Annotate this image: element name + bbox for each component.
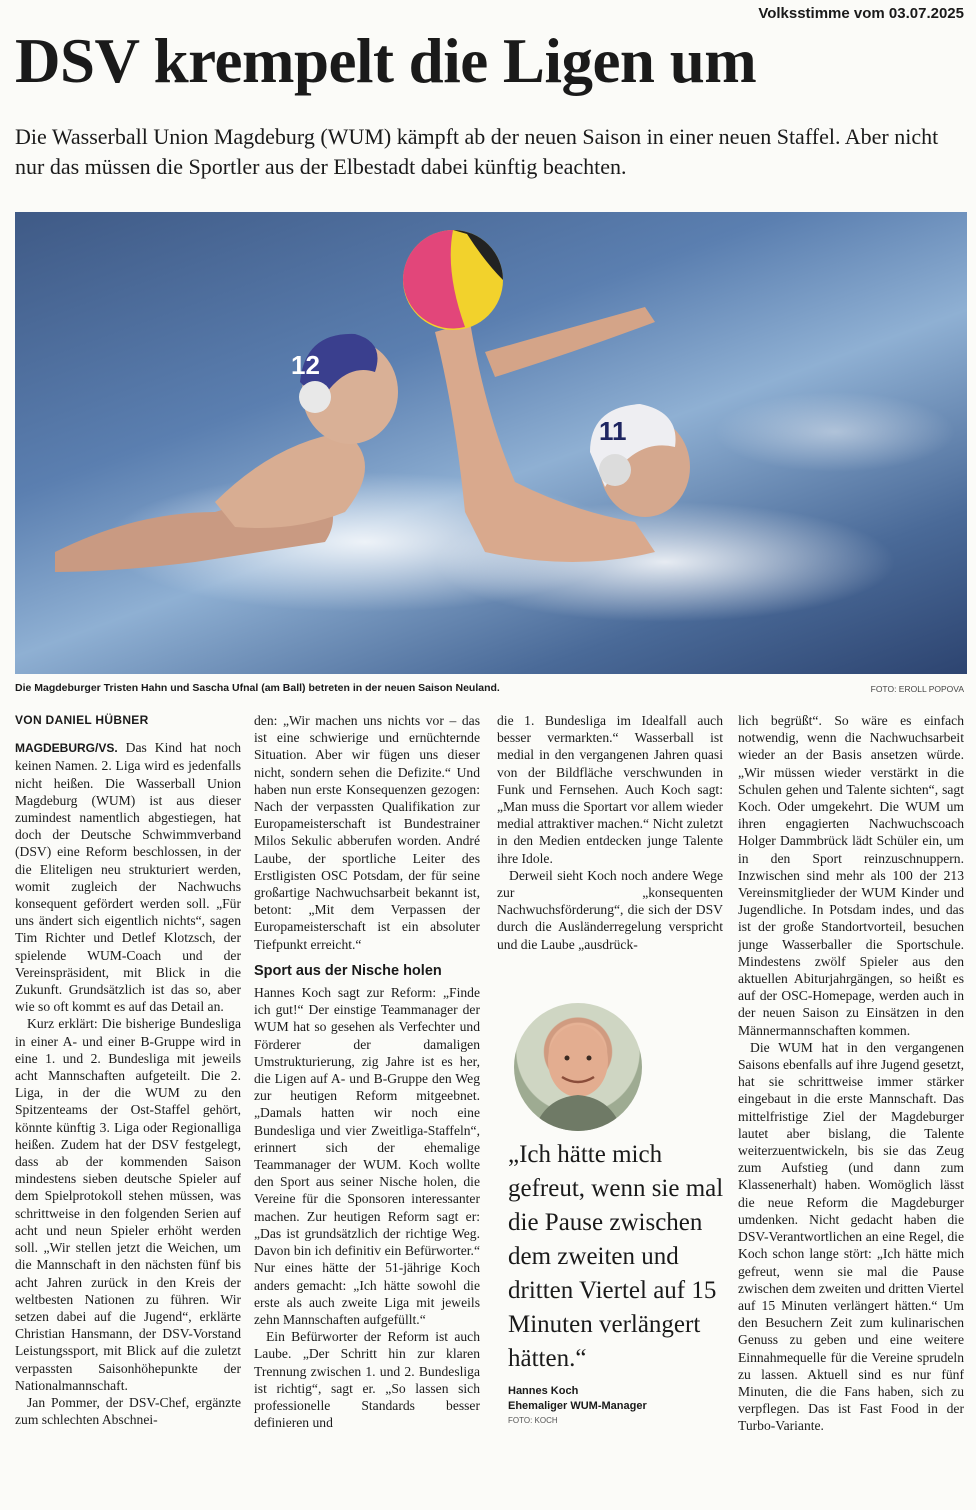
shirt <box>534 1095 622 1131</box>
quote-photo-credit: FOTO: KOCH <box>508 1416 558 1425</box>
paragraph: Ein Befürworter der Reform ist auch Laube. „Der Schritt hin zur klaren Trennung zwischen 1. und 2. Bundesliga ist richtig“, sagt er. „So lassen sich professionelle Standards besser definieren und <box>254 1329 480 1431</box>
article-column-2 <box>254 712 480 1507</box>
pull-quote <box>508 1138 734 1425</box>
quote-role: Ehemaliger WUM-Manager <box>508 1400 647 1412</box>
eye <box>565 1056 570 1061</box>
photo-credit: FOTO: EROLL POPOVA <box>870 684 964 694</box>
paragraph <box>15 739 241 1015</box>
quote-name: Hannes Koch <box>508 1385 579 1397</box>
player-right-ear-guard <box>599 454 631 486</box>
paragraph: den: „Wir machen uns nichts vor – das ist eine schwierige und ernüchternde Situation. Aber wir fügen uns dieser nicht, sondern sehen die Defizite.“ Und haben nun erste Konsequenzen gezogen: Nach der verpassten Qualifikation zur Europameisterschaft ist Bundestrainer Milos Sekulic abberufen worden. André Laube, der sportliche Leiter des Erstligisten OSC Potsdam, der für seine großartige Nachwuchsarbeit bekannt ist, betont: „Mit dem Verpassen der Europameisterschaft ist ein absoluter Tiefpunkt erreicht.“ <box>254 713 480 952</box>
byline: VON DANIEL HÜBNER <box>15 713 149 727</box>
quote-attribution <box>508 1384 734 1414</box>
article-column-3 <box>497 712 723 992</box>
paragraph: Jan Pommer, der DSV-Chef, ergänzte zum schlechten Abschnei- <box>15 1394 241 1428</box>
article-column-1 <box>15 712 241 1507</box>
paragraph: Kurz erklärt: Die bisherige Bundesliga in einer A- und einer B-Gruppe wird in eine 1. und 2. Bundesliga mit jeweils acht Mannschaften aufgeteilt. Die 2. Liga, in der die WUM zu den Spitzenteams der Ost-Staffel gehört, könnte künftig 3. Liga oder Regionalliga heißen. Zudem hat der DSV festgelegt, dass ab der kommenden Saison mindestens sieben deutsche Spieler auf dem Spielprotokoll stehen müssen, was schrittweise in den folgenden Serien auf acht und neun Spieler erhöht werden soll. „Wir stellen jetzt die Weichen, um die Mannschaft in den nächsten fünf bis acht Jahren zurück in den Kreis der weltbesten Nationen zu führen. Wir setzen dabei auf die Jugend“, erklärte Christian Hansmann, der DSV-Vorstand Leistungssport, mit Blick auf die zuletzt verpassten Saisonhöhepunkte der Nationalmannschaft. <box>15 1016 241 1393</box>
cap-number-right: 11 <box>599 416 627 446</box>
splash <box>715 392 955 472</box>
paragraph: Derweil sieht Koch noch andere Wege zur „konsequenten Nachwuchsförderung“, die sich der DSV durch die Ausländerregelung verspricht und die Laube „ausdrück- <box>497 867 723 952</box>
photo-illustration <box>15 212 967 674</box>
paragraph: Die WUM hat in den vergangenen Saisons ebenfalls auf ihre Jugend gesetzt, hat sie schrittweise immer stärker eingebaut in die erste Mannschaft. Das mittelfristige Ziel der Magdeburger lautet aber bislang, die Talente weiterzuentwickeln, bis sie das Zeug zum Aufstieg (und dann zum Klassenerhalt) haben. Womöglich lässt die neue Reform die Magdeburger umdenken. Nicht gedacht haben die DSV-Verantwortlichen an eine Regel, die Koch schon lange stört: „Ich hätte mich gefreut, wenn sie mal die Pause zwischen dem zweiten und dritten Viertel auf 15 Minuten verlängert hätten.“ Um den Besuchern Zeit zum kulinarischen Genuss zu geben und eine weitere Einnahmequelle für die Vereine sprudeln zu lassen. Aktuell sind es nur fünf Minuten, die die Fans haben, sich zu verpflegen. Das ist Fast Food in der Turbo-Variante. <box>738 1039 964 1434</box>
portrait-illustration <box>514 1003 642 1131</box>
paragraph-text: Das Kind hat noch keinen Namen. 2. Liga wird es jedenfalls nicht heißen. Die Wasserball Union Magdeburg (WUM) ist aus dieser zumindest namentlich abgestiegen, hat doch der Deutsche Schwimmverband (DSV) eine Reform beschlossen, in der die Eliteligen neu strukturiert werden, womit zugleich der Nachwuchs konsequent gefördert werden soll. „Für uns ändert sich eigentlich nichts“, sagen Tim Richter und Detlef Klotzsch, der spielende WUM-Coach und der Vereinspräsident, mit Blick in die Zukunft. Grundsätzlich ist das so, aber wie so oft kommt es auf das Detail an. <box>15 740 241 1015</box>
face <box>548 1025 608 1097</box>
dateline: MAGDEBURG/VS. <box>15 741 118 756</box>
eye <box>587 1056 592 1061</box>
article-column-4 <box>738 712 964 1507</box>
paragraph: Hannes Koch sagt zur Reform: „Finde ich gut!“ Der einstige Teammanager der WUM hat so gesehen als Verfechter und Förderer der damaligen Umstrukturierung, zig Jahre ist es her, die Ligen auf A- und B-Gruppe den Weg zur heutigen Reform mitgeebnet. „Damals hatten wir noch eine Bundesliga und vier Zweitliga-Staffeln“, erinnert sich der ehemalige Teammanager der WUM. Koch wollte den Sport aus seiner Nische holen, die Vereine für die Sponsoren interessanter machen. Zur heutigen Reform sagt er: „Das ist grundsätzlich der richtige Weg. Davon bin ich definitiv ein Befürworter.“ Nur eines hätte der 51-jährige Koch anders gemacht: „Ich hätte sowohl die erste als auch zweite Liga mit jeweils zehn Mannschaften aufgefüllt.“ <box>254 985 480 1327</box>
ball <box>403 230 503 330</box>
cap-number-left: 12 <box>291 350 320 380</box>
source-tag: Volksstimme vom 03.07.2025 <box>758 5 964 22</box>
koch-portrait <box>514 1003 642 1131</box>
headline: DSV krempelt die Ligen um <box>15 26 757 96</box>
subheading: Sport aus der Nische holen <box>254 962 442 979</box>
paragraph: die 1. Bundesliga im Idealfall auch besser vermarkten.“ Wasserball ist medial in den vergangenen Jahren quasi von der Bildfläche verschwunden in Funk und Fernsehen. Auch Koch sagt: „Man muss die Sportart vor allem wieder medial attraktiver machen.“ Nicht zuletzt in den Medien entdecken junge Talente ihre Idole. <box>497 713 723 866</box>
photo-caption: Die Magdeburger Tristen Hahn und Sascha Ufnal (am Ball) betreten in der neuen Saison Neuland. <box>15 682 500 694</box>
player-right-other-arm <box>485 307 655 377</box>
water-polo-photo <box>15 212 967 674</box>
player-left-ear-guard <box>299 381 331 413</box>
quote-text: „Ich hätte mich gefreut, wenn sie mal die Pause zwischen dem zweiten und dritten Viertel auf 15 Minuten verlängert hätten.“ <box>508 1141 724 1372</box>
deck: Die Wasserball Union Magdeburg (WUM) kämpft ab der neuen Saison in einer neuen Staffel. Aber nicht nur das müssen die Sportler aus der Elbestadt dabei künftig beachten. <box>15 124 939 179</box>
paragraph: lich begrüßt“. So wäre es einfach notwendig, wenn die Nachwuchsarbeit wieder an der Basis ansetzen würde. „Wir müssen wieder verstärkt in die Schulen gehen und Talente sichten“, sagt Koch. Oder umgekehrt. Die WUM um ihren engagierten Nachwuchscoach Holger Dammbrück lädt Schüler ein, um in den Sport reinzuschnuppern. Inzwischen sind mehr als 100 der 213 Vereinsmitglieder der WUM Kinder und Jugendliche. In Potsdam indes, und das ist der große Standortvorteil, besuchen junge Wasserballer die Sportschule. Mindestens zwölf Spieler aus den aktuellen Abiturjahrgängen, so heißt es auf der OSC-Homepage, werden auch in der neuen Saison zu Einsätzen in den Männermannschaften kommen. <box>738 713 964 1038</box>
